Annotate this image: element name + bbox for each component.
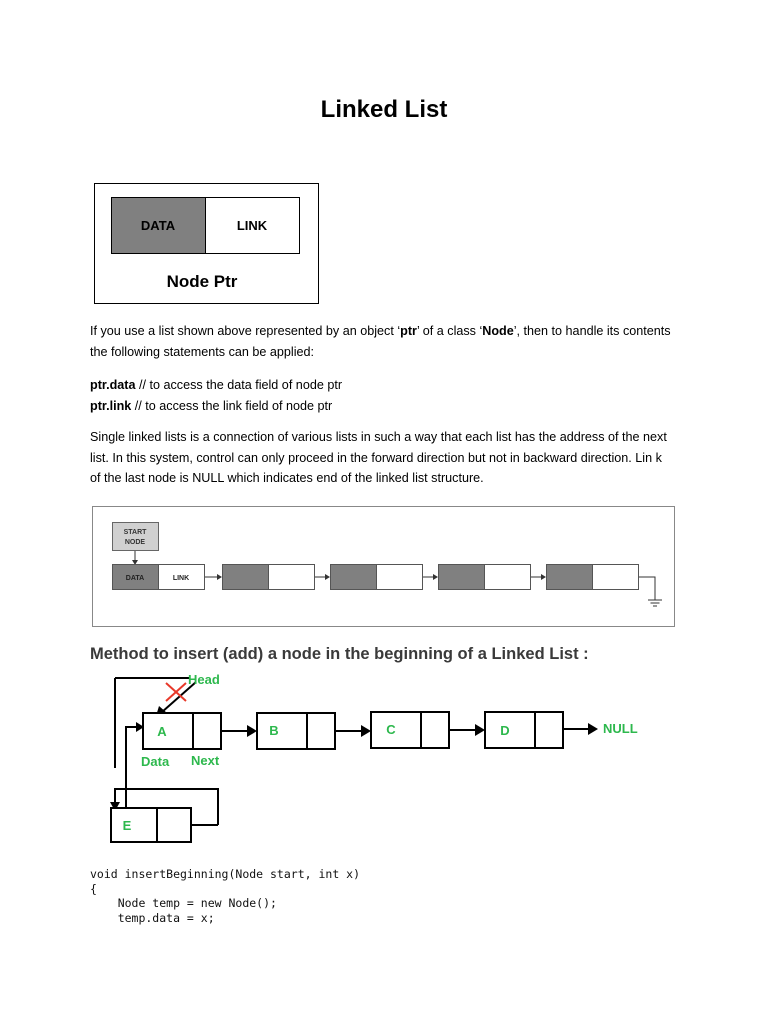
node-ptr-figure bbox=[94, 183, 320, 305]
node-b-label: B bbox=[269, 723, 279, 738]
node-e-label: E bbox=[122, 818, 132, 833]
chain-node-4-link bbox=[485, 565, 531, 590]
start-node-label-2: NODE bbox=[124, 539, 146, 546]
method-title: Method to insert (add) a node in the beginning of a Linked List : bbox=[90, 645, 589, 663]
node-ptr-caption: Node Ptr bbox=[166, 272, 238, 291]
data-label: DATA bbox=[140, 218, 176, 233]
chain-node-3-data bbox=[331, 565, 377, 590]
head-label: Head bbox=[188, 672, 220, 687]
insert-diagram bbox=[100, 668, 660, 848]
code-line: { bbox=[90, 881, 97, 896]
chain-link-label: LINK bbox=[172, 575, 190, 582]
start-node-label-1: START bbox=[123, 529, 147, 536]
description-line: Single linked lists is a connection of various lists in such a way that each list has the address of the next bbox=[90, 430, 667, 444]
data-field-label: Data bbox=[141, 754, 170, 769]
node-c-data bbox=[371, 712, 421, 748]
statement-link: ptr.link // to access the link field of node ptr bbox=[90, 398, 333, 413]
node-a-next bbox=[193, 713, 221, 749]
code-line: temp.data = x; bbox=[90, 910, 215, 925]
node-b-next bbox=[307, 713, 335, 749]
page-title: Linked List bbox=[320, 96, 448, 123]
node-d-data bbox=[485, 712, 535, 748]
code-line: void insertBeginning(Node start, int x) bbox=[90, 867, 361, 881]
node-e-next bbox=[157, 808, 191, 842]
description-line: of the last node is NULL which indicates end of the linked list structure. bbox=[90, 471, 484, 485]
node-b-data bbox=[257, 713, 307, 749]
node-c-next bbox=[421, 712, 449, 748]
node-e-data bbox=[111, 808, 157, 842]
null-label: NULL bbox=[603, 721, 638, 736]
next-field-label: Next bbox=[191, 753, 220, 768]
node-d-next bbox=[535, 712, 563, 748]
chain-node-5-link bbox=[593, 565, 639, 590]
chain-node-3-link bbox=[377, 565, 423, 590]
chain-node-4-data bbox=[439, 565, 485, 590]
chain-node-2-link bbox=[269, 565, 315, 590]
code-line: Node temp = new Node(); bbox=[90, 896, 277, 910]
e-to-a-arrow bbox=[126, 727, 142, 808]
link-label: LINK bbox=[236, 218, 268, 233]
description-paragraph bbox=[90, 427, 690, 489]
node-c-label: C bbox=[386, 722, 396, 737]
linked-chain-figure bbox=[92, 506, 676, 628]
chain-node-2-data bbox=[223, 565, 269, 590]
node-d-label: D bbox=[500, 723, 510, 738]
node-a-data bbox=[143, 713, 193, 749]
code-block bbox=[90, 867, 360, 925]
intro-line-2: the following statements can be applied: bbox=[90, 344, 315, 359]
statements-block bbox=[90, 375, 690, 416]
node-a-label: A bbox=[157, 724, 167, 739]
chain-data-label: DATA bbox=[125, 575, 145, 582]
description-line: list. In this system, control can only proceed in the forward direction but not in backward direction. Lin k bbox=[90, 450, 662, 465]
chain-node-5-data bbox=[547, 565, 593, 590]
start-node-box bbox=[113, 523, 159, 551]
intro-paragraph bbox=[90, 321, 690, 362]
intro-line-1: If you use a list shown above represented by an object ‘ptr’ of a class ‘Node’, then to handle its contents bbox=[90, 324, 671, 338]
statement-data: ptr.data // to access the data field of node ptr bbox=[90, 378, 343, 392]
